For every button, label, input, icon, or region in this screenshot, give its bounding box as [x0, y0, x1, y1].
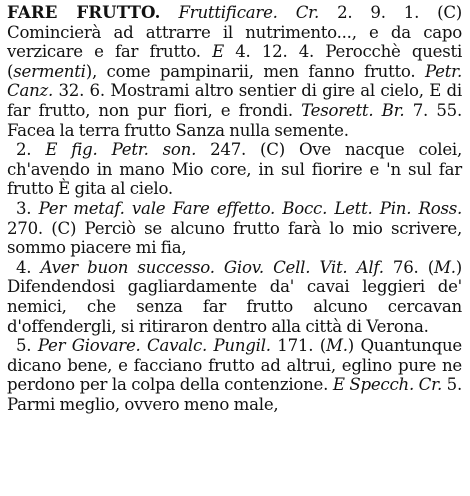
sense-4	[7, 258, 462, 336]
source-ref: Petr. Canz.	[7, 61, 462, 101]
quote-text: 270. (C) Perciò se alcuno frutto farà lo mio scrivere, sommo piacere mi fia,	[7, 218, 462, 258]
quote-text: 76. (	[383, 257, 434, 277]
quote-text: 7. 55. Facea la terra frutto Sanza nulla semente.	[7, 100, 462, 140]
source-ref: Per Giovare. Cavalc. Pungil.	[37, 336, 271, 356]
sense-2	[7, 140, 462, 199]
quote-text: 32. 6. Mostrami altro sentier di gire al cielo, E di far frutto, non pur fiori, e frondi.	[7, 81, 462, 120]
quote-text: 247. (C) Ove nacque colei, ch'avendo in mano Mio core, in sul fiorire e 'n sul far frutto È gita al cielo.	[7, 140, 462, 199]
source-ref: Aver buon successo. Giov. Cell. Vit. Alf.	[40, 257, 384, 277]
sense-5	[7, 336, 462, 414]
sense-number: 5.	[16, 336, 32, 356]
source-ref: M.	[325, 336, 348, 356]
quote-text: 5. Parmi meglio, ovvero meno male,	[7, 375, 462, 414]
source-ref: Tesorett. Br.	[301, 100, 405, 120]
sense-number: 3.	[16, 198, 32, 218]
entry-fare-frutto	[7, 3, 462, 140]
quote-text: ), come pampinarii, men fanno frutto.	[85, 61, 425, 81]
source-ref: M.	[434, 257, 456, 277]
source-ref: Cr.	[295, 3, 320, 22]
quote-text: 4. 12. 4. Perocchè questi (	[7, 42, 462, 81]
definition: Fruttificare.	[178, 3, 278, 22]
sense-number: 4.	[16, 257, 32, 277]
sense-3	[7, 199, 462, 258]
quote-text: ) Difendendosi gagliardamente da' cavai leggieri de' nemici, che senza far frutto alcuno cercavan d'offendergli, si ritiraron dentro alla città di Verona.	[7, 257, 462, 336]
source-ref: E fig. Petr. son.	[45, 140, 197, 160]
headword: FARE FRUTTO.	[7, 2, 161, 22]
sense-number: 2.	[16, 140, 32, 160]
quote-text: ) Quantunque dicano bene, e facciano frutto ad altrui, eglino pure ne perdono per la colpa della contenzione.	[7, 336, 462, 395]
source-ref: E Specch. Cr.	[332, 375, 442, 395]
source-ref: E	[212, 42, 224, 62]
source-ref: sermenti	[13, 61, 86, 81]
source-ref: Per metaf. vale Fare effetto. Bocc. Lett. Pin. Ross.	[38, 198, 462, 218]
quote-text: 2. 9. 1. (C) Comincierà ad attrarre il nutrimento..., e da capo verzicare e far frutto.	[7, 3, 462, 62]
quote-text: 171. (	[270, 336, 326, 356]
